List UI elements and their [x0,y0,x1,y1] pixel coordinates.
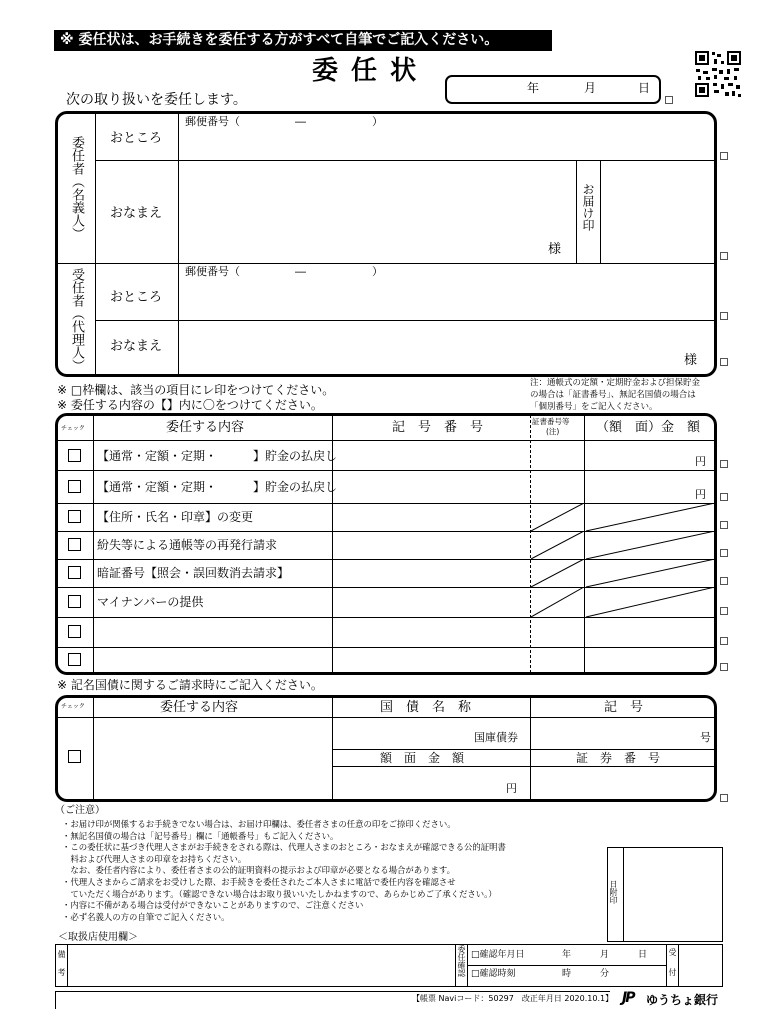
jp-post-logo-icon: JP [622,990,634,1006]
confirm-time-label: □確認時刻 [471,969,516,979]
row-amount-field[interactable] [586,472,713,501]
t1-head-cert: 証書番号等 [532,417,570,426]
face-amount-field[interactable] [335,769,528,798]
strike-diagonal [531,587,715,617]
margin-checkbox[interactable] [720,607,728,615]
form-code: 【帳票 Naviコード：50297 改正年月日 2020.10.1】 [412,994,614,1003]
row-checkbox[interactable] [68,595,81,608]
principal-name-field[interactable] [182,164,572,259]
row-yen: 円 [695,488,706,501]
agent-label: 受任者（代理人） [69,268,84,372]
row-content: 【通常・定額・定期・ 】貯金の払戻し [97,449,338,463]
bank-name: ゆうちょ銀行 [646,993,719,1007]
office-minute: 分 [600,969,610,979]
row-checkbox[interactable] [68,538,81,551]
row-number-field[interactable] [335,533,528,557]
note-line-2: の場合は「証書番号」、無記名国債の場合は [530,390,696,400]
margin-checkbox[interactable] [720,637,728,645]
t1-head-cert-note: (注) [546,427,560,436]
office-hour: 時 [562,969,572,979]
date-day-label: 日 [638,81,651,95]
notice-banner: ※ 委任状は、お手続きを委任する方がすべて自筆でご記入ください。 [54,30,552,51]
office-day: 日 [638,950,648,960]
date-year-label: 年 [527,81,540,95]
note-line: ・この委任状に基づき代理人さまがお手続きをされる際は、代理人さまのおところ・おなまえが確認できる公的証明書 [62,842,506,853]
margin-checkbox[interactable] [720,358,728,366]
bond-section-title: ※ 記名国債に関するご請求時にご記入ください。 [57,678,323,692]
row-number-field[interactable] [335,561,528,585]
row-checkbox[interactable] [68,449,81,462]
date-field[interactable] [445,75,661,104]
table-row [57,559,715,587]
qr-code-icon [694,50,742,98]
bond-content-field[interactable] [96,720,329,798]
table-row [57,470,715,503]
remarks-field[interactable] [70,946,453,985]
strike-diagonal [531,503,715,531]
margin-checkbox[interactable] [720,152,728,160]
strike-diagonal [531,531,715,559]
note-line: 料および代理人さまの印章をお持ちください。 [62,853,247,864]
t1-head-check: チェック [61,425,85,432]
office-month: 月 [600,950,610,960]
row-number-field[interactable] [335,505,528,529]
margin-checkbox[interactable] [720,252,728,260]
cert-number-label: 証 券 番 号 [576,751,661,765]
principal-address-label: おところ [110,131,163,146]
t1-head-content: 委任する内容 [166,420,245,435]
t2-head-content: 委任する内容 [160,700,239,715]
row-amount-field[interactable] [586,443,713,468]
table-row [57,617,715,647]
t2-head-check: チェック [61,703,85,710]
margin-checkbox[interactable] [720,521,728,529]
row-yen: 円 [695,455,706,468]
row-number-field[interactable] [335,589,528,615]
instruction-line-2: ※ 委任する内容の【】内に〇をつけてください。 [57,398,323,412]
margin-checkbox[interactable] [720,794,728,802]
row-checkbox[interactable] [68,480,81,493]
office-year: 年 [562,950,572,960]
table-row [57,531,715,559]
bond-go: 号 [700,731,711,744]
bond-label: 国庫債券 [474,731,518,744]
table-row [57,503,715,531]
face-amount-yen: 円 [506,782,517,795]
row-content: 【通常・定額・定期・ 】貯金の払戻し [97,480,338,494]
page-title: 委 任 状 [312,56,419,86]
confirm-label: 委任確認 [457,945,466,977]
agent-sama: 様 [684,353,698,368]
table-row [57,587,715,617]
row-checkbox[interactable] [68,566,81,579]
table-row [57,647,715,673]
row-checkbox[interactable] [68,653,81,666]
margin-checkbox[interactable] [720,493,728,501]
face-amount-label: 額 面 金 額 [380,751,465,765]
row-content: 暗証番号【照会・誤回数消去請求】 [97,566,290,580]
remarks-label: 備考 [57,950,66,986]
row-amount-field[interactable] [586,619,713,645]
agent-postal: 郵便番号（ ― ） [185,265,383,278]
margin-checkbox[interactable] [720,460,728,468]
table-row [57,441,715,470]
seal-label: お届け印 [581,183,595,231]
note-line: ・内容に不備がある場合は受付ができないことがありますので、ご注意ください [62,900,364,911]
margin-checkbox[interactable] [720,577,728,585]
note-line: ・必ず名義人の方の自筆でご記入ください。 [62,911,230,922]
notes-title: （ご注意） [55,805,105,816]
note-line: ・お届け印が関係するお手続きでない場合は、お届け印欄は、委任者さまの任意の印をご捺印ください。 [62,819,456,829]
row-amount-field[interactable] [586,649,713,671]
row-number-field[interactable] [335,619,528,645]
principal-sama: 様 [548,242,562,257]
t1-head-amount: （額 面）金 額 [596,420,701,435]
date-stamp-box[interactable] [607,847,723,942]
strike-diagonal [531,559,715,587]
row-content: マイナンバーの提供 [97,595,204,609]
receipt-label: 受付 [668,948,677,988]
principal-name-label: おなまえ [110,206,163,221]
note-line: ・代理人さまからご請求をお受けした際、お手続きを委任されたご本人さまに電話で委任内容を確認させ [62,877,456,887]
principal-address-field[interactable] [182,130,712,156]
row-checkbox[interactable] [68,625,81,638]
bond-checkbox[interactable] [68,750,81,763]
note-line-1: 注：通帳式の定額・定期貯金および担保貯金 [530,378,701,388]
row-number-field[interactable] [335,443,528,468]
t2-head-name: 国 債 名 称 [380,700,472,715]
date-checkbox[interactable] [665,96,673,104]
agent-name-label: おなまえ [110,339,163,354]
instruction-line-1: ※ □枠欄は、該当の項目にレ印をつけてください。 [57,383,335,397]
cert-number-field[interactable] [533,769,713,798]
row-number-field[interactable] [335,472,528,501]
agent-address-field[interactable] [182,280,712,317]
principal-label: 委任者（名義人） [69,136,84,240]
agent-address-label: おところ [110,290,163,305]
date-stamp-label: 日附印 [609,880,618,904]
t1-head-number: 記 号 番 号 [392,420,484,435]
margin-checkbox[interactable] [720,312,728,320]
row-content: 【住所・氏名・印章】の変更 [97,510,254,524]
margin-checkbox[interactable] [720,549,728,557]
margin-checkbox[interactable] [720,663,728,671]
seal-field[interactable] [603,164,713,259]
row-number-field[interactable] [335,649,528,671]
confirm-date-label: □確認年月日 [471,950,525,960]
note-line: ・無記名国債の場合は「記号番号」欄に「通帳番号」もご記入ください。 [62,830,339,841]
note-line: ていただく場合があります。（確認できない場合はお取り扱いいたしかねますので、あらかじめご了承ください。） [62,888,497,899]
row-checkbox[interactable] [68,510,81,523]
note-line-3: 「個別番号」をご記入ください。 [530,402,658,412]
t2-head-symbol: 記 号 [604,700,644,715]
note-line: なお、委任者内容により、委任者さまの公的証明資料の提示および印章が必要となる場合があります。 [62,865,455,876]
office-title: ＜取扱店使用欄＞ [58,932,138,943]
principal-postal: 郵便番号（ ― ） [185,115,383,128]
agent-name-field[interactable] [182,324,712,372]
intro-text: 次の取り扱いを委任します。 [66,92,247,108]
bond-symbol-field[interactable] [533,720,713,747]
date-month-label: 月 [584,81,597,95]
row-content: 紛失等による通帳等の再発行請求 [97,538,278,552]
